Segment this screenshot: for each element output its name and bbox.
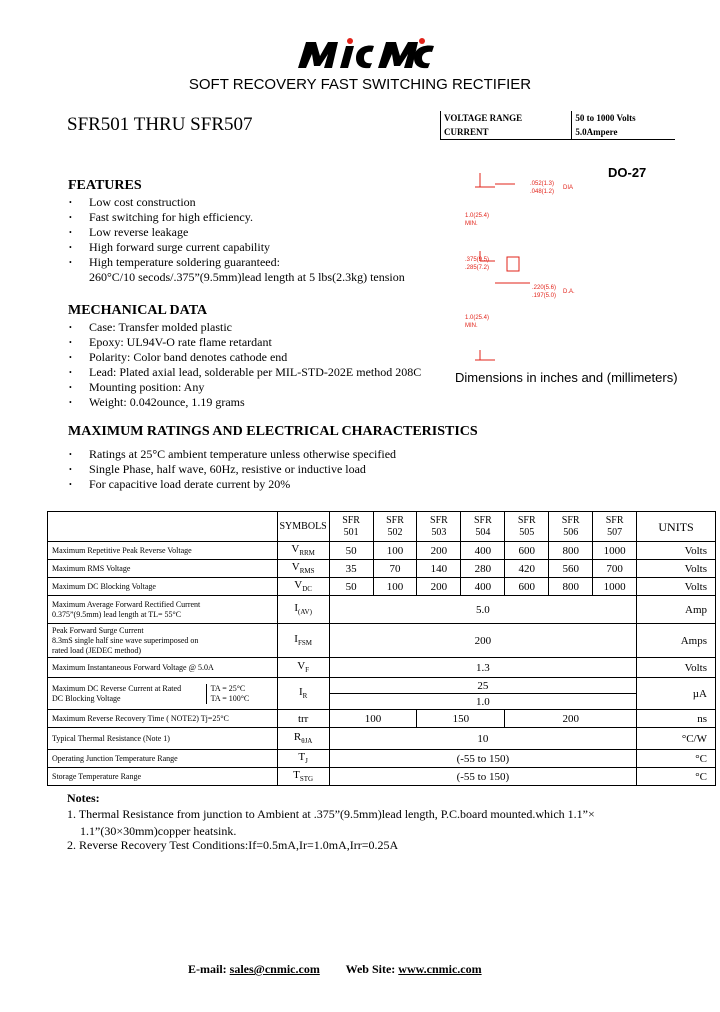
mechanical-list <box>68 320 448 410</box>
symbols-header: SYMBOLS <box>277 512 329 542</box>
max-ratings-title: MAXIMUM RATINGS AND ELECTRICAL CHARACTERISTICS <box>68 424 478 439</box>
table-row: Maximum DC Blocking Voltage $V_{DC}$ 50 100 200 400 600 800 1000 Volts <box>48 578 716 596</box>
document-subtitle: SOFT RECOVERY FAST SWITCHING RECTIFIER <box>188 76 532 93</box>
list-item: • For capacitive load derate current by 20% <box>68 477 488 492</box>
table-row: 1.0 <box>48 694 716 710</box>
units-header: UNITS <box>637 512 716 542</box>
package-outline-diagram <box>455 165 655 365</box>
mic-logo <box>296 36 438 70</box>
website-link[interactable]: www.cnmic.com <box>398 962 482 976</box>
rating-label: CURRENT <box>441 125 572 140</box>
list-item: • Mounting position: Any <box>68 380 448 395</box>
list-item: • Lead: Plated axial lead, solderable per MIL-STD-202E method 208C <box>68 365 448 380</box>
part-header: SFR 507 <box>593 512 637 542</box>
desc-header-cell <box>48 512 278 542</box>
rating-label: VOLTAGE RANGE <box>441 111 572 125</box>
list-item: • Single Phase, half wave, 60Hz, resistive or inductive load <box>68 462 488 477</box>
list-item: • Fast switching for high efficiency. <box>68 210 448 225</box>
dim-label: .375(9.5) <box>465 257 490 263</box>
dim-label: MIN. <box>465 323 478 329</box>
part-header: SFR 505 <box>505 512 549 542</box>
rating-value: 50 to 1000 Volts <box>572 111 675 125</box>
part-range-title: SFR501 THRU SFR507 <box>67 114 253 135</box>
part-header: SFR 504 <box>461 512 505 542</box>
dim-label: DIA <box>563 185 574 191</box>
dim-label: MIN. <box>465 221 478 227</box>
table-row: Maximum DC Reverse Current at Rated DC Blocking Voltage TA = 25°C TA = 100°C $I_R$ 25 µA <box>48 678 716 694</box>
list-item: • Case: Transfer molded plastic <box>68 320 448 335</box>
table-row: Storage Temperature Range $T_{STG}$ (-55 to 150) °C <box>48 768 716 786</box>
list-item: • Ratings at 25°C ambient temperature unless otherwise specified <box>68 447 488 462</box>
dimensions-note: Dimensions in inches and (millimeters) <box>455 370 678 385</box>
email-link[interactable]: sales@cnmic.com <box>229 962 320 976</box>
notes-title: Notes: <box>67 791 100 805</box>
list-item: • Weight: 0.042ounce, 1.19 grams <box>68 395 448 410</box>
soldering-detail: 260°C/10 secods/.375”(9.5mm)lead length at 5 lbs(2.3kg) tension <box>89 270 405 284</box>
table-row: Maximum RMS Voltage $V_{RMS}$ 35 70 140 280 420 560 700 Volts <box>48 560 716 578</box>
mechanical-title: MECHANICAL DATA <box>68 303 208 318</box>
ratings-summary <box>440 111 675 140</box>
footer <box>188 962 482 977</box>
list-item: • Epoxy: UL94V-O rate flame retardant <box>68 335 448 350</box>
dim-label: .048(1.2) <box>530 189 555 195</box>
dim-label: .052(1.3) <box>530 181 555 187</box>
list-item: • Low cost construction <box>68 195 448 210</box>
features-title: FEATURES <box>68 178 142 193</box>
part-header: SFR 506 <box>549 512 593 542</box>
max-ratings-list <box>68 447 488 492</box>
table-row: Peak Forward Surge Current 8.3mS single half sine wave superimposed on rated load (JEDEC method) $I_{FSM}$ 200 Amps <box>48 624 716 658</box>
table-row: Maximum Instantaneous Forward Voltage @ 5.0A $V_F$ 1.3 Volts <box>48 658 716 678</box>
part-header: SFR 501 <box>329 512 373 542</box>
list-item: • Low reverse leakage <box>68 225 448 240</box>
dim-label: D.A. <box>563 289 575 295</box>
website-label: Web Site: <box>345 962 396 976</box>
dim-label: .285(7.2) <box>465 265 490 271</box>
characteristics-table <box>47 511 716 786</box>
table-row: Operating Junction Temperature Range $T_J$ (-55 to 150) °C <box>48 750 716 768</box>
note-2: 2. Reverse Recovery Test Conditions:If=0.5mA,Ir=1.0mA,Irr=0.25A <box>67 838 399 852</box>
note-1: 1. Thermal Resistance from junction to Ambient at .375”(9.5mm)lead length, P.C.board mounted.which 1.1”× 1.1”(30×30mm)copper heatsink. <box>67 807 595 838</box>
table-row: Maximum Repetitive Peak Reverse Voltage $V_{RRM}$ 50 100 200 400 600 800 1000 Volts <box>48 542 716 560</box>
table-row: Maximum Average Forward Rectified Current 0.375”(9.5mm) lead length at TL= 55°C $I_{(AV)}$ 5.0 Amp <box>48 596 716 624</box>
part-header: SFR 503 <box>417 512 461 542</box>
features-list <box>68 195 448 285</box>
table-row: Maximum Reverse Recovery Time ( NOTE2) Tj=25°C trr 100 150 200 ns <box>48 710 716 728</box>
list-item: • Polarity: Color band denotes cathode end <box>68 350 448 365</box>
package-name: DO-27 <box>608 165 647 180</box>
dim-label: 1.0(25.4) <box>465 315 490 321</box>
email-label: E-mail: <box>188 962 227 976</box>
table-row: Typical Thermal Resistance (Note 1) $R_{\theta JA}$ 10 °C/W <box>48 728 716 750</box>
list-item: • High forward surge current capability <box>68 240 448 255</box>
part-header: SFR 502 <box>373 512 417 542</box>
list-item: • High temperature soldering guaranteed: <box>68 255 448 270</box>
dim-label: .220(5.6) <box>532 285 557 291</box>
dim-label: .197(5.0) <box>532 293 557 299</box>
rating-value: 5.0Ampere <box>572 125 675 140</box>
dim-label: 1.0(25.4) <box>465 213 490 219</box>
